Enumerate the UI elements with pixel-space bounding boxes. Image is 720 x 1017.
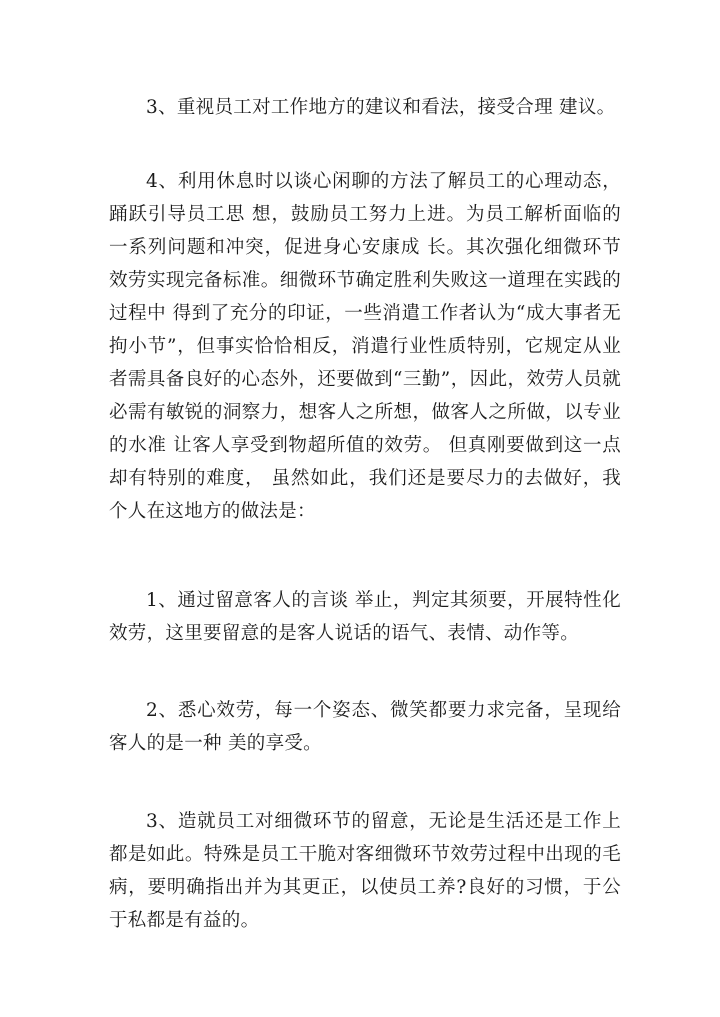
- paragraph-communication: 4、利用休息时以谈心闲聊的方法了解员工的心理动态，踊跃引导员工思 想，鼓励员工努力上进。为员工解析面临的一系列问题和冲突，促进身心安康成 长。其次强化细微环节效劳实现完备标准。细微环节确定胜利失败这一道理在实践的过程中 得到了充分的印证，一些消遣工作者认为“成大事者无拘小节”，但事实恰恰相反，消遣行业性质特别，它规定从业者需具备良好的心态外，还要做到“三勤”，因此，效劳人员就必需有敏锐的洞察力，想客人之所想，做客人之所做，以专业的水准 让客人享受到物超所值的效劳。 但真刚要做到这一点却有特别的难度， 虽然如此，我们还是要尽力的去做好，我个人在这地方的做法是：: [109, 171, 621, 522]
- paragraph-suggestions: 3、重视员工对工作地方的建议和看法，接受合理 建议。: [146, 97, 616, 118]
- paragraph-staff-details: 3、造就员工对细微环节的留意，无论是生活还是工作上都是如此。特殊是员工干脆对客细微环节效劳过程中出现的毛病，要明确指出并为其更正，以使员工养?良好的习惯，于公于私都是有益的。: [109, 811, 621, 931]
- paragraph-observe-guests: 1、通过留意客人的言谈 举止，判定其须要，开展特性化效劳，这里要留意的是客人说话的语气、表情、动作等。: [109, 590, 621, 644]
- paragraph-attentive-service: 2、悉心效劳，每一个姿态、微笑都要力求完备，呈现给客人的是一种 美的享受。: [109, 700, 621, 754]
